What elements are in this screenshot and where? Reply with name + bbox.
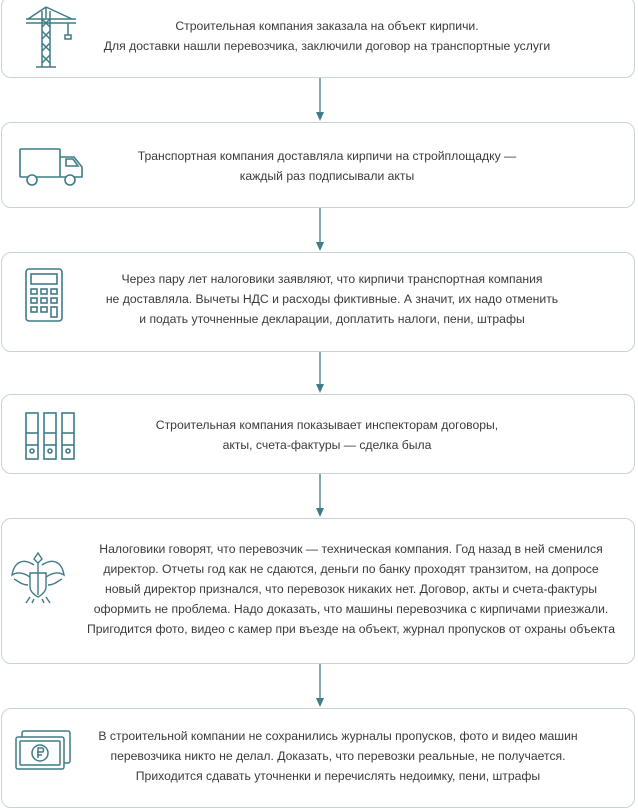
step-card-5 xyxy=(1,518,635,664)
step-line: Строительная компания заказала на объект кирпичи. xyxy=(175,19,479,33)
step-line: Через пару лет налоговики заявляют, что кирпичи транспортная компания xyxy=(121,272,543,286)
ruble-banknote-icon xyxy=(14,729,72,773)
step-card-1 xyxy=(1,0,635,78)
step-line: Налоговики говорят, что перевозчик — техническая компания. Год назад в ней сменился xyxy=(99,542,603,556)
tower-crane-icon xyxy=(22,5,78,69)
step-line: Для доставки нашли перевозчика, заключили договор на транспортные услуги xyxy=(103,39,551,53)
step-line: директор. Отчеты год как не сдаются, деньги по банку проходят транзитом, на допросе xyxy=(103,562,599,576)
flow-arrow xyxy=(313,474,327,518)
step-text-5 xyxy=(68,539,634,639)
step-line: Приходится сдавать уточненки и перечислять недоимку, пени, штрафы xyxy=(135,769,541,783)
step-line: Пригодится фото, видео с камер при въезде на объект, журнал пропусков от охраны объекта xyxy=(86,622,616,636)
flow-arrow xyxy=(313,78,327,122)
binders-icon xyxy=(22,411,82,461)
step-card-3 xyxy=(1,252,635,352)
truck-icon xyxy=(16,145,86,189)
step-line: не доставляла. Вычеты НДС и расходы фиктивные. А значит, их надо отменить xyxy=(105,292,559,306)
step-card-6 xyxy=(1,708,635,808)
step-text-3 xyxy=(82,269,582,329)
calculator-icon xyxy=(24,267,64,323)
step-line: каждый раз подписывали акты xyxy=(239,169,415,183)
step-line: новый директор признался, что перевозок никаких нет. Договор, акты и счета-фактуры xyxy=(105,582,597,596)
step-line: Транспортная компания доставляла кирпичи на стройплощадку — xyxy=(137,149,517,163)
step-text-4 xyxy=(82,415,572,455)
flow-arrow xyxy=(313,664,327,708)
step-line: В строительной компании не сохранились журналы пропусков, фото и видео машин xyxy=(98,729,578,743)
flow-arrow xyxy=(313,208,327,252)
step-line: оформить не проблема. Надо доказать, что машины перевозчика с кирпичами приезжали. xyxy=(93,602,609,616)
coat-of-arms-icon xyxy=(8,545,68,605)
step-text-1 xyxy=(82,16,572,56)
flow-arrow xyxy=(313,352,327,394)
step-text-6 xyxy=(78,726,598,786)
step-line: перевозчика никто не делал. Доказать, что перевозки реальные, не получается. xyxy=(110,749,566,763)
step-text-2 xyxy=(82,146,572,186)
step-card-2 xyxy=(1,122,635,208)
step-line: и подать уточненные декларации, доплатить налоги, пени, штрафы xyxy=(139,312,525,326)
step-card-4 xyxy=(1,394,635,474)
step-line: Строительная компания показывает инспекторам договоры, xyxy=(155,418,499,432)
step-line: акты, счета-фактуры — сделка была xyxy=(222,438,432,452)
